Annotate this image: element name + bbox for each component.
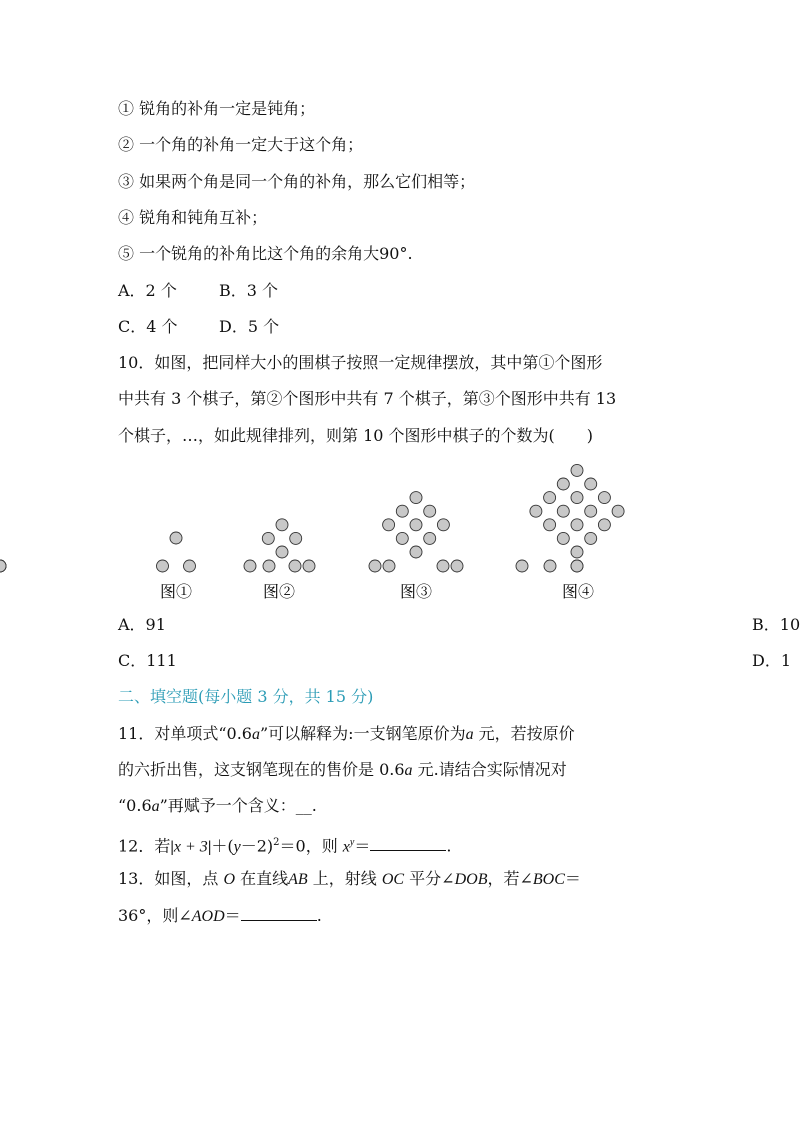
q11-var: a	[151, 798, 160, 815]
q12-text: ＋(	[211, 836, 234, 856]
go-piece-fig-3	[437, 519, 449, 531]
q13-line-2	[118, 906, 322, 927]
q13-text: ，若∠	[487, 869, 533, 888]
go-piece-fig-2	[244, 560, 256, 572]
abs-bar-right: |	[207, 838, 212, 856]
q13-var: AOD	[191, 908, 225, 925]
q11-text: 元.请结合实际情况对	[412, 760, 567, 779]
q12-text: ＝	[354, 836, 371, 856]
q11-line-1	[118, 724, 575, 745]
go-piece-fig-3	[396, 532, 408, 544]
statement-3: ③ 如果两个角是同一个角的补角，那么它们相等；	[118, 172, 476, 191]
go-piece-fig-4	[585, 478, 597, 490]
go-piece-fig-3	[437, 560, 449, 572]
go-piece-fig-3	[410, 492, 422, 504]
go-piece-fig-1	[184, 560, 196, 572]
go-piece-fig-3	[369, 560, 381, 572]
go-piece-fig-1	[157, 560, 169, 572]
go-piece-fig-2	[263, 560, 275, 572]
go-pieces-figure	[0, 455, 794, 605]
go-piece-fig-4	[557, 505, 569, 517]
go-piece-fig-4	[598, 492, 610, 504]
statement-4: ④ 锐角和钝角互补；	[118, 208, 268, 227]
go-piece-fig-4	[544, 519, 556, 531]
go-piece-fig-3	[383, 519, 395, 531]
q11-line-3	[118, 796, 317, 817]
go-piece-fig-4	[571, 464, 583, 476]
go-piece-fig-3	[410, 546, 422, 558]
go-piece-fig-4	[530, 505, 542, 517]
q13-var: OC	[381, 871, 405, 888]
q12-line	[118, 833, 451, 857]
q10-option-d: D．1	[752, 651, 792, 670]
go-piece-fig-4	[544, 560, 556, 572]
q11-text: 的六折出售，这支钢笔现在的售价是 0.6	[118, 760, 405, 779]
go-piece-fig-2	[303, 560, 315, 572]
go-piece-fig-2	[290, 532, 302, 544]
caption-fig-4: 图④	[561, 582, 595, 601]
q11-var: a	[465, 726, 474, 743]
q10-line-1: 10．如图，把同样大小的围棋子按照一定规律摆放，其中第①个图形	[118, 353, 603, 372]
go-piece-fig-3	[383, 560, 395, 572]
q12-exponent: y	[349, 837, 355, 848]
q12-text: 12．若	[118, 836, 171, 856]
go-piece-fig-2	[276, 546, 288, 558]
q10-option-a: A．91	[118, 615, 166, 634]
q10-option-b: B．10	[752, 615, 800, 634]
q13-text: .	[316, 906, 322, 925]
q13-var: AB	[288, 871, 308, 888]
go-piece-fig-2	[276, 519, 288, 531]
q10-line-2: 中共有 3 个棋子，第②个图形中共有 7 个棋子，第③个图形中共有 13	[118, 389, 617, 408]
q12-exponent: 2	[273, 837, 280, 848]
q13-text: 13．如图，点	[118, 869, 224, 888]
caption-fig-3: 图③	[399, 582, 433, 601]
go-piece-fig-3	[424, 532, 436, 544]
q12-text: .	[446, 836, 452, 856]
statement-2: ② 一个角的补角一定大于这个角；	[118, 135, 364, 154]
q11-line-2	[118, 760, 567, 781]
go-piece-fig-4	[0, 560, 6, 572]
q11-text: ”可以解释为:一支钢笔原价为	[260, 724, 466, 743]
go-piece-fig-4	[571, 492, 583, 504]
answer-blank[interactable]	[241, 906, 317, 921]
q10-line-3: 个棋子，…，如此规律排列，则第 10 个图形中棋子的个数为( )	[118, 426, 594, 445]
q9-option-b: B．3 个	[219, 281, 279, 300]
go-piece-fig-2	[262, 532, 274, 544]
q13-text: 平分∠	[404, 869, 455, 888]
q11-text: 11．对单项式“0.6	[118, 724, 252, 743]
q12-abs-body: x + 3	[173, 838, 208, 856]
q11-text: ”再赋予一个含义：__.	[159, 796, 317, 815]
q13-var: O	[223, 871, 236, 888]
caption-fig-1: 图①	[159, 582, 193, 601]
go-piece-fig-4	[571, 519, 583, 531]
q9-option-c: C．4 个	[118, 317, 178, 336]
q12-var: y	[233, 838, 241, 856]
caption-fig-2: 图②	[262, 582, 296, 601]
statement-5: ⑤ 一个锐角的补角比这个角的余角大90°.	[118, 244, 413, 263]
answer-blank[interactable]	[370, 836, 446, 851]
go-piece-fig-2	[289, 560, 301, 572]
go-piece-fig-4	[598, 519, 610, 531]
q11-text: 元，若按原价	[473, 724, 575, 743]
go-piece-fig-4	[544, 492, 556, 504]
go-piece-fig-3	[451, 560, 463, 572]
go-piece-fig-1	[170, 532, 182, 544]
q13-text: 在直线	[235, 869, 289, 888]
q12-text: －2)	[240, 836, 274, 856]
section-title: 二、填空题(每小题 3 分，共 15 分)	[118, 687, 374, 706]
q12-var: x	[342, 838, 350, 856]
go-piece-fig-4	[557, 478, 569, 490]
go-piece-fig-4	[585, 532, 597, 544]
go-piece-fig-4	[571, 560, 583, 572]
q13-var: BOC	[532, 871, 565, 888]
q11-var: a	[404, 762, 413, 779]
go-piece-fig-3	[410, 519, 422, 531]
go-piece-fig-4	[571, 546, 583, 558]
go-piece-fig-4	[612, 505, 624, 517]
q13-line-1	[118, 869, 581, 890]
q12-text: ＝0，则	[279, 836, 343, 856]
q13-text: ＝	[564, 869, 581, 888]
q9-option-a: A．2 个	[118, 281, 177, 300]
go-piece-fig-4	[585, 505, 597, 517]
abs-bar-left: |	[170, 838, 174, 856]
statement-1: ① 锐角的补角一定是钝角；	[118, 99, 316, 118]
q13-text: 36°，则∠	[118, 906, 192, 925]
q11-text: “0.6	[118, 796, 152, 815]
q13-var: DOB	[454, 871, 488, 888]
go-piece-fig-3	[396, 505, 408, 517]
q11-var: a	[252, 726, 260, 743]
q9-option-d: D．5 个	[219, 317, 280, 336]
q10-option-c: C．111	[118, 651, 177, 670]
q13-text: ＝	[224, 906, 241, 925]
go-piece-fig-4	[516, 560, 528, 572]
go-piece-fig-4	[557, 532, 569, 544]
q13-text: 上，射线	[307, 869, 382, 888]
go-piece-fig-3	[424, 505, 436, 517]
